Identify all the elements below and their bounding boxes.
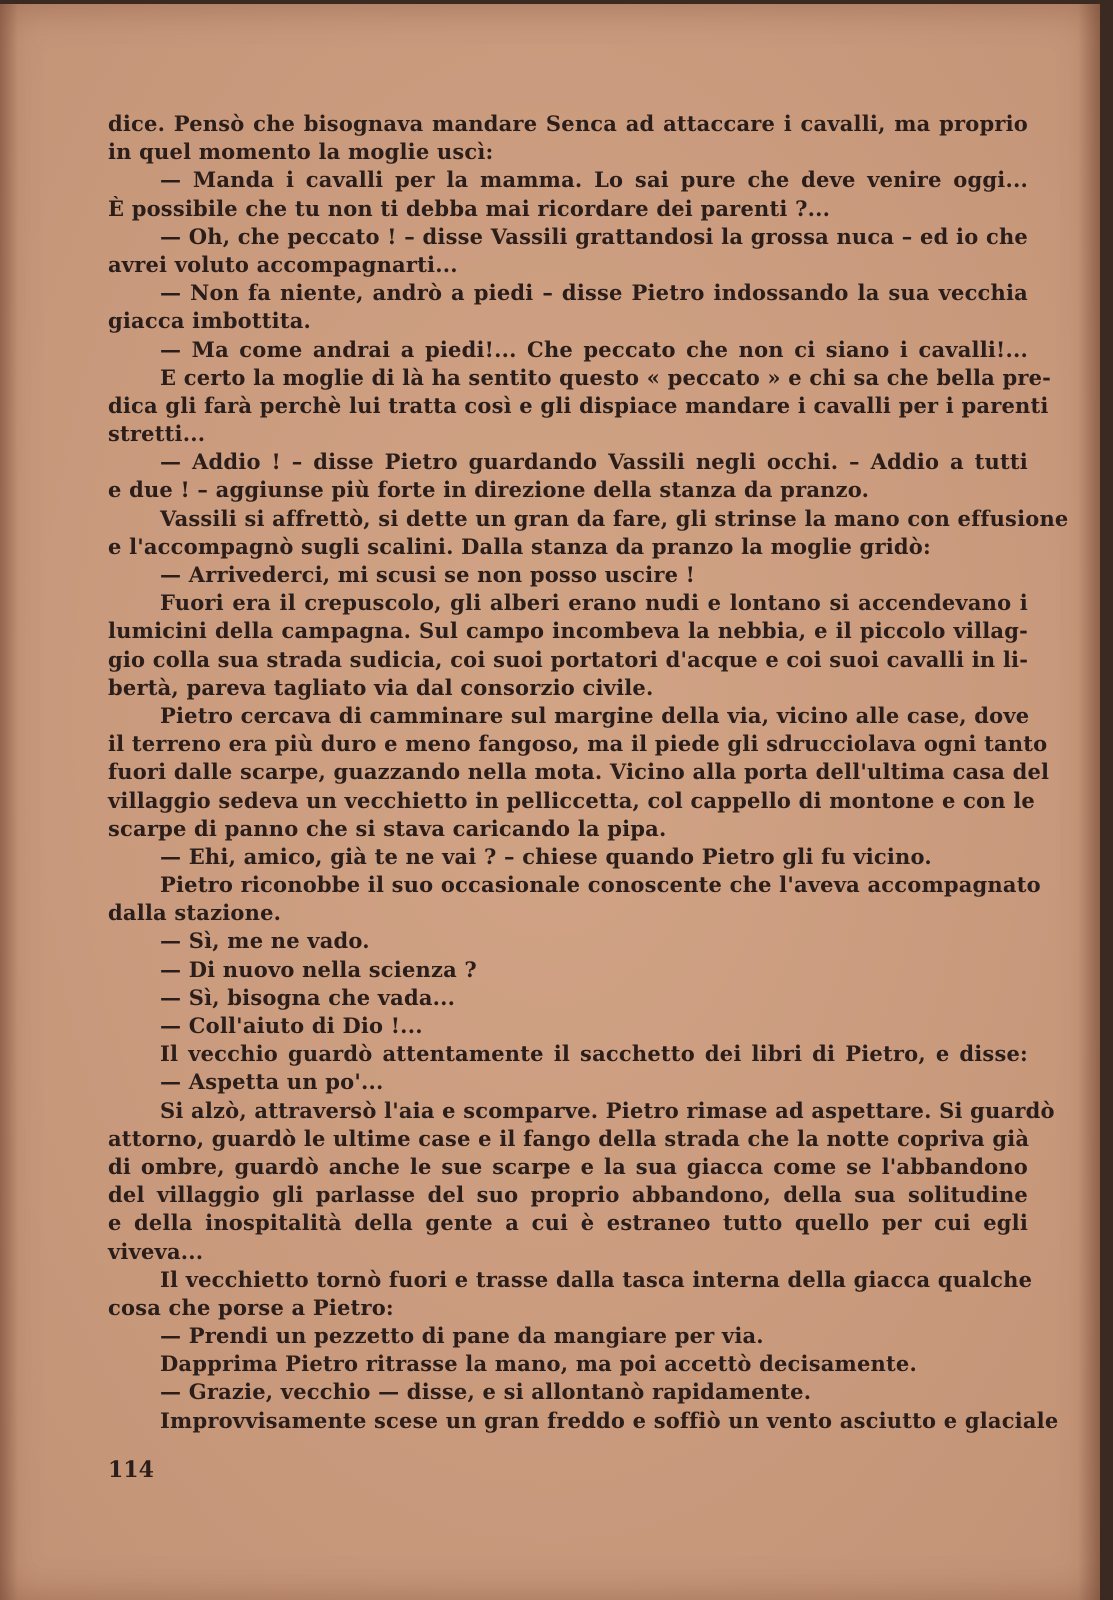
text-line: attorno, guardò le ultime case e il fango della strada che la notte copriva già bbox=[108, 1125, 1030, 1151]
text-line: in quel momento la moglie uscì: bbox=[108, 139, 494, 165]
text-line: giacca imbottita. bbox=[108, 308, 312, 334]
text-line: stretti... bbox=[108, 421, 206, 447]
text-line: — Grazie, vecchio — disse, e si allontanò rapidamente. bbox=[160, 1379, 812, 1405]
text-line: — Di nuovo nella scienza ? bbox=[160, 956, 477, 982]
body-text bbox=[108, 110, 1069, 1435]
text-line: — Ehi, amico, già te ne vai ? – chiese quando Pietro gli fu vicino. bbox=[160, 843, 932, 869]
text-line: — Coll'aiuto di Dio !... bbox=[160, 1013, 423, 1038]
text-line: Il vecchietto tornò fuori e trasse dalla tasca interna della giacca qualche bbox=[160, 1266, 1033, 1292]
page-number: 114 bbox=[108, 1457, 154, 1483]
text-line: — Manda i cavalli per la mamma. Lo sai pure che deve venire oggi... bbox=[160, 167, 1028, 193]
book-page bbox=[0, 4, 1100, 1600]
text-line: di ombre, guardò anche le sue scarpe e la sua giacca come se l'abbandono bbox=[108, 1153, 1028, 1179]
text-line: — Prendi un pezzetto di pane da mangiare per via. bbox=[160, 1323, 764, 1349]
text-line: — Sì, bisogna che vada... bbox=[160, 984, 456, 1010]
text-line: e l'accompagnò sugli scalini. Dalla stanza da pranzo la moglie gridò: bbox=[108, 533, 931, 559]
text-line: villaggio sedeva un vecchietto in pelliccetta, col cappello di montone e con le bbox=[108, 787, 1035, 813]
text-line: lumicini della campagna. Sul campo incombeva la nebbia, e il piccolo villag- bbox=[108, 618, 1028, 644]
text-line: gio colla sua strada sudicia, coi suoi portatori d'acque e coi suoi cavalli in li- bbox=[108, 646, 1029, 672]
text-line: — Aspetta un po'... bbox=[160, 1069, 384, 1095]
text-line: Si alzò, attraversò l'aia e scomparve. Pietro rimase ad aspettare. Si guardò bbox=[160, 1097, 1055, 1123]
text-line: il terreno era più duro e meno fangoso, ma il piede gli sdrucciolava ogni tanto bbox=[108, 731, 1048, 757]
text-line: — Non fa niente, andrò a piedi – disse Pietro indossando la sua vecchia bbox=[160, 280, 1028, 306]
text-line: bertà, pareva tagliato via dal consorzio civile. bbox=[108, 674, 654, 700]
text-line: — Arrivederci, mi scusi se non posso uscire ! bbox=[160, 562, 696, 587]
text-line: dica gli farà perchè lui tratta così e gli dispiace mandare i cavalli per i parenti bbox=[108, 392, 1049, 418]
text-line: e della inospitalità della gente a cui è estraneo tutto quello per cui egli bbox=[108, 1210, 1028, 1236]
text-line: Fuori era il crepuscolo, gli alberi erano nudi e lontano si accendevano i bbox=[160, 590, 1028, 616]
text-line: Il vecchio guardò attentamente il sacchetto dei libri di Pietro, e disse: bbox=[160, 1041, 1028, 1067]
text-line: — Oh, che peccato ! – disse Vassili grattandosi la grossa nuca – ed io che bbox=[160, 223, 1028, 249]
text-line: cosa che porse a Pietro: bbox=[108, 1294, 394, 1320]
text-line: — Addio ! – disse Pietro guardando Vassili negli occhi. – Addio a tutti bbox=[160, 449, 1028, 475]
text-line: Pietro cercava di camminare sul margine della via, vicino alle case, dove bbox=[160, 702, 1030, 728]
text-line: Pietro riconobbe il suo occasionale conoscente che l'aveva accompagnato bbox=[160, 872, 1041, 898]
text-line: avrei voluto accompagnarti... bbox=[108, 251, 458, 277]
text-line: — Ma come andrai a piedi!... Che peccato che non ci siano i cavalli!... bbox=[160, 336, 1028, 362]
text-line: Improvvisamente scese un gran freddo e soffiò un vento asciutto e glaciale bbox=[160, 1407, 1059, 1433]
text-line: dice. Pensò che bisognava mandare Senca ad attaccare i cavalli, ma proprio bbox=[108, 111, 1028, 136]
text-line: — Sì, me ne vado. bbox=[160, 928, 370, 954]
text-line: scarpe di panno che si stava caricando la pipa. bbox=[108, 815, 667, 841]
text-line: Vassili si affrettò, si dette un gran da fare, gli strinse la mano con effusione bbox=[160, 505, 1069, 531]
text-line: Dapprima Pietro ritrasse la mano, ma poi accettò decisamente. bbox=[160, 1351, 917, 1377]
text-line: dalla stazione. bbox=[108, 900, 282, 926]
text-line: e due ! – aggiunse più forte in direzione della stanza da pranzo. bbox=[108, 477, 870, 503]
text-line: È possibile che tu non ti debba mai ricordare dei parenti ?... bbox=[108, 195, 831, 221]
text-line: viveva... bbox=[108, 1238, 204, 1264]
text-line: del villaggio gli parlasse del suo proprio abbandono, della sua solitudine bbox=[108, 1182, 1028, 1208]
text-line: fuori dalle scarpe, guazzando nella mota. Vicino alla porta dell'ultima casa del bbox=[108, 759, 1050, 785]
page-edge-shadow bbox=[1078, 4, 1100, 1600]
page-gutter-shadow bbox=[0, 4, 18, 1600]
text-line: E certo la moglie di là ha sentito questo « peccato » e chi sa che bella pre- bbox=[160, 364, 1052, 390]
